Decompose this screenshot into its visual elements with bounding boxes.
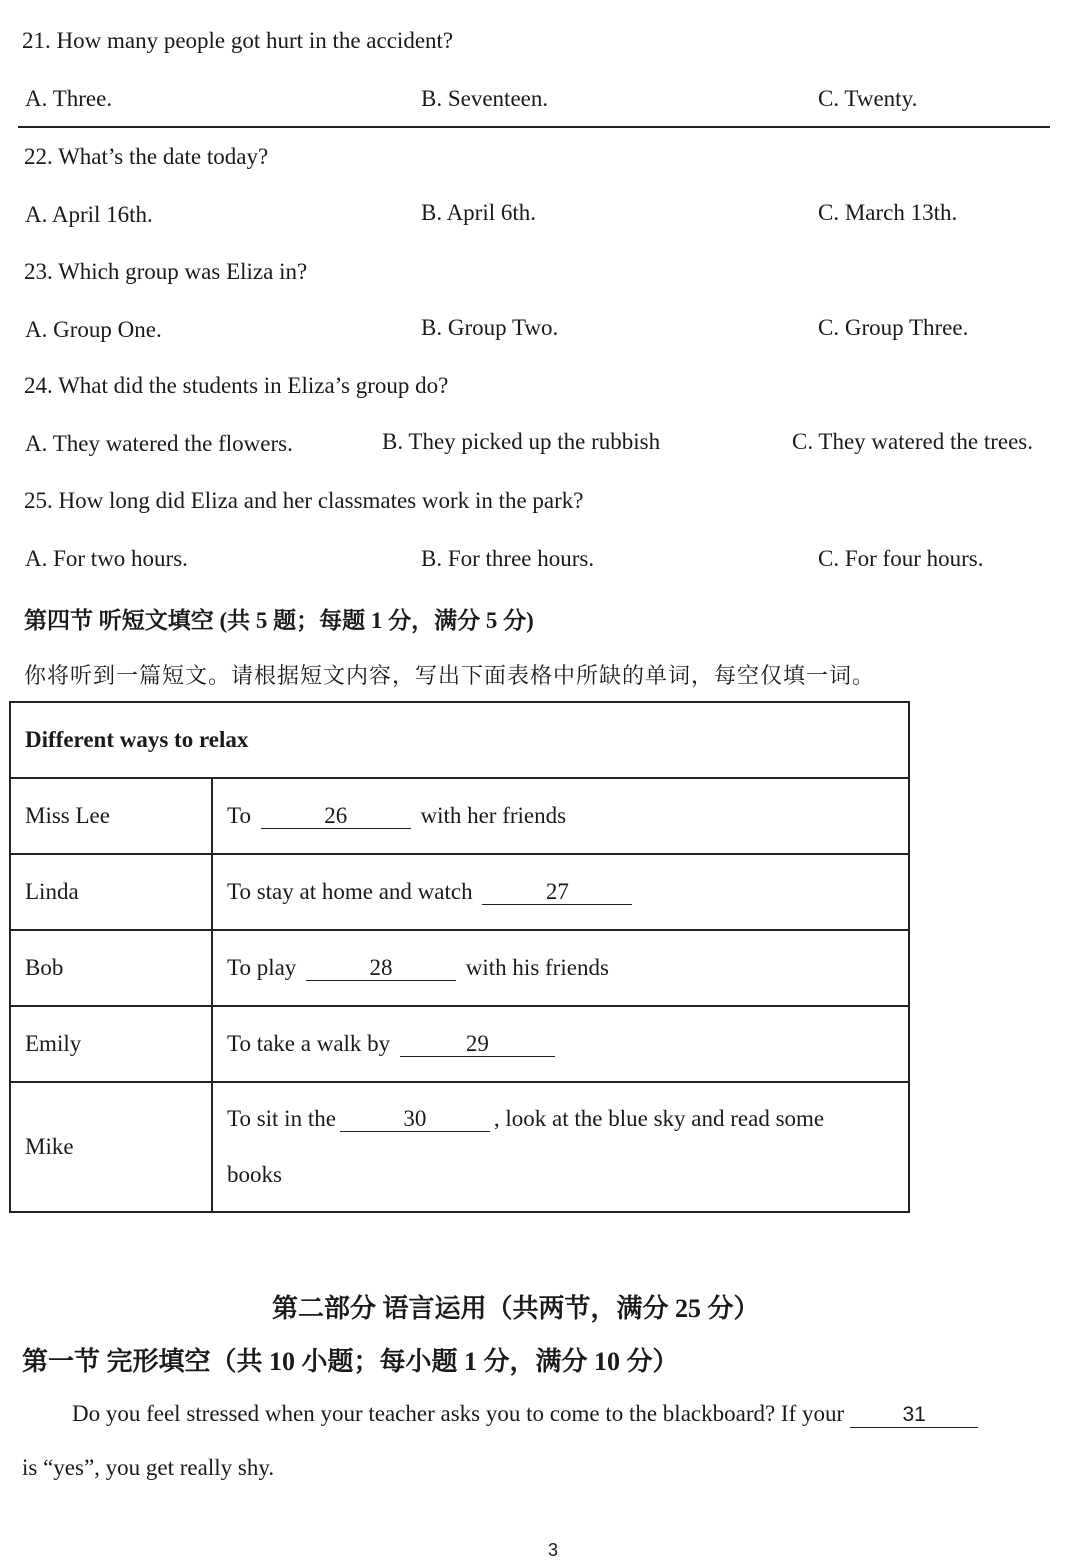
option-c: C. Twenty.	[818, 86, 918, 111]
activity-cell	[212, 1006, 909, 1082]
table-row	[10, 930, 909, 1006]
part-2-section-1-title: 第一节 完形填空（共 10 小题；每小题 1 分，满分 10 分）	[22, 1347, 679, 1376]
activity-text: To play	[227, 954, 297, 980]
option-a: A. April 16th.	[25, 202, 153, 227]
question-stem: 21. How many people got hurt in the accident?	[22, 28, 454, 53]
option-a: A. Group One.	[25, 317, 162, 342]
table-header: Different ways to relax	[10, 702, 909, 778]
activity-text: books	[227, 1162, 282, 1187]
activity-text: with her friends	[420, 802, 567, 828]
activity-cell	[212, 1082, 909, 1212]
option-a: A. For two hours.	[25, 546, 188, 571]
option-b: B. April 6th.	[421, 200, 537, 225]
answer-blank: 30	[340, 1107, 490, 1132]
table-row	[10, 1082, 909, 1212]
activity-text: To sit in the	[227, 1106, 336, 1131]
activity-text: To stay at home and watch	[227, 878, 473, 904]
table-row	[10, 1006, 909, 1082]
option-c: C. For four hours.	[818, 546, 984, 571]
question-stem: 24. What did the students in Eliza’s group do?	[24, 373, 449, 398]
divider-line	[18, 126, 1050, 128]
answer-blank: 28	[306, 956, 456, 981]
table-header-row	[10, 702, 909, 778]
question-stem: 25. How long did Eliza and her classmates work in the park?	[24, 488, 584, 513]
person-name: Mike	[10, 1082, 212, 1212]
table-row	[10, 854, 909, 930]
activity-text: with his friends	[465, 954, 609, 980]
person-name: Bob	[10, 930, 212, 1006]
activity-cell	[212, 854, 909, 930]
passage-line-2: is “yes”, you get really shy.	[22, 1455, 275, 1480]
option-b: B. Group Two.	[421, 315, 559, 340]
answer-blank: 29	[400, 1032, 555, 1057]
person-name: Emily	[10, 1006, 212, 1082]
activity-cell	[212, 930, 909, 1006]
person-name: Miss Lee	[10, 778, 212, 854]
option-b: B. Seventeen.	[421, 86, 549, 111]
option-a: A. They watered the flowers.	[25, 431, 293, 456]
activity-cell	[212, 778, 909, 854]
question-stem: 22. What’s the date today?	[24, 144, 269, 169]
activity-text: To take a walk by	[227, 1030, 391, 1056]
section-4-title: 第四节 听短文填空 (共 5 题；每题 1 分，满分 5 分)	[24, 608, 534, 633]
passage-text: Do you feel stressed when your teacher asks you to come to the blackboard? If your	[72, 1401, 845, 1426]
option-b: B. For three hours.	[421, 546, 595, 571]
option-a: A. Three.	[25, 86, 113, 111]
answer-blank: 31	[850, 1403, 978, 1428]
part-2-title: 第二部分 语言运用（共两节，满分 25 分）	[272, 1294, 760, 1323]
section-4-instruction: 你将听到一篇短文。请根据短文内容，写出下面表格中所缺的单词，每空仅填一词。	[24, 663, 876, 688]
activity-text: , look at the blue sky and read some	[493, 1106, 825, 1131]
table-row	[10, 778, 909, 854]
page-number: 3	[548, 1540, 559, 1560]
option-b: B. They picked up the rubbish	[382, 429, 661, 454]
option-c: C. Group Three.	[818, 315, 969, 340]
person-name: Linda	[10, 854, 212, 930]
relax-table	[9, 701, 910, 1213]
activity-text: To	[227, 802, 251, 828]
passage-line-1	[72, 1401, 978, 1428]
option-c: C. They watered the trees.	[792, 429, 1033, 454]
answer-blank: 26	[261, 804, 411, 829]
answer-blank: 27	[482, 880, 632, 905]
option-c: C. March 13th.	[818, 200, 958, 225]
question-stem: 23. Which group was Eliza in?	[24, 259, 308, 284]
